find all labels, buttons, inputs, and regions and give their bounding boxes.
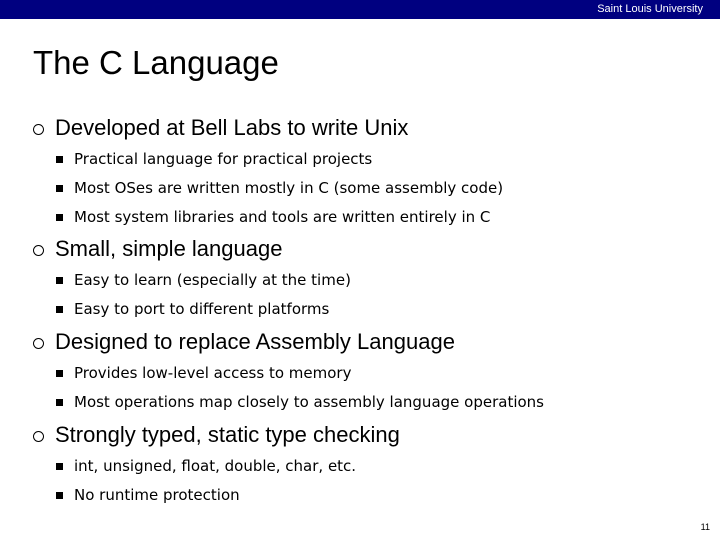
sub-bullet-text: Provides low-level access to memory <box>74 364 352 382</box>
page-number: 11 <box>700 522 710 532</box>
bullet-text: Developed at Bell Labs to write Unix <box>55 115 409 140</box>
sub-bullet-text: Practical language for practical projects <box>74 150 373 168</box>
square-bullet-icon <box>56 185 63 192</box>
square-bullet-icon <box>56 370 63 377</box>
circle-bullet-icon <box>33 245 44 256</box>
square-bullet-icon <box>56 156 63 163</box>
sub-bullet-text: No runtime protection <box>74 486 240 504</box>
bullet-item <box>33 421 400 449</box>
bullet-text: Designed to replace Assembly Language <box>55 329 455 354</box>
bullet-item <box>33 328 455 356</box>
sub-bullet-item <box>56 391 544 413</box>
bullet-item <box>33 235 282 263</box>
circle-bullet-icon <box>33 338 44 349</box>
circle-bullet-icon <box>33 431 44 442</box>
sub-bullet-item <box>56 148 372 170</box>
sub-bullet-item <box>56 298 329 320</box>
sub-bullet-text: Most system libraries and tools are written entirely in C <box>74 208 491 226</box>
square-bullet-icon <box>56 214 63 221</box>
sub-bullet-item <box>56 362 351 384</box>
square-bullet-icon <box>56 277 63 284</box>
slide-title: The C Language <box>33 44 279 81</box>
square-bullet-icon <box>56 463 63 470</box>
sub-bullet-item <box>56 484 240 506</box>
bullet-item <box>33 114 408 142</box>
sub-bullet-text: Most operations map closely to assembly language operations <box>74 393 544 411</box>
sub-bullet-text: int, unsigned, float, double, char, etc. <box>74 457 357 475</box>
sub-bullet-item <box>56 206 490 228</box>
sub-bullet-item <box>56 269 351 291</box>
sub-bullet-text: Most OSes are written mostly in C (some assembly code) <box>74 179 504 197</box>
sub-bullet-text: Easy to port to different platforms <box>74 300 330 318</box>
organization-label: Saint Louis University <box>597 3 703 15</box>
sub-bullet-item <box>56 455 356 477</box>
circle-bullet-icon <box>33 124 44 135</box>
bullet-text: Small, simple language <box>55 236 283 261</box>
header-bar <box>0 0 720 19</box>
square-bullet-icon <box>56 306 63 313</box>
bullet-text: Strongly typed, static type checking <box>55 422 400 447</box>
square-bullet-icon <box>56 492 63 499</box>
sub-bullet-text: Easy to learn (especially at the time) <box>74 271 351 289</box>
square-bullet-icon <box>56 399 63 406</box>
sub-bullet-item <box>56 177 503 199</box>
